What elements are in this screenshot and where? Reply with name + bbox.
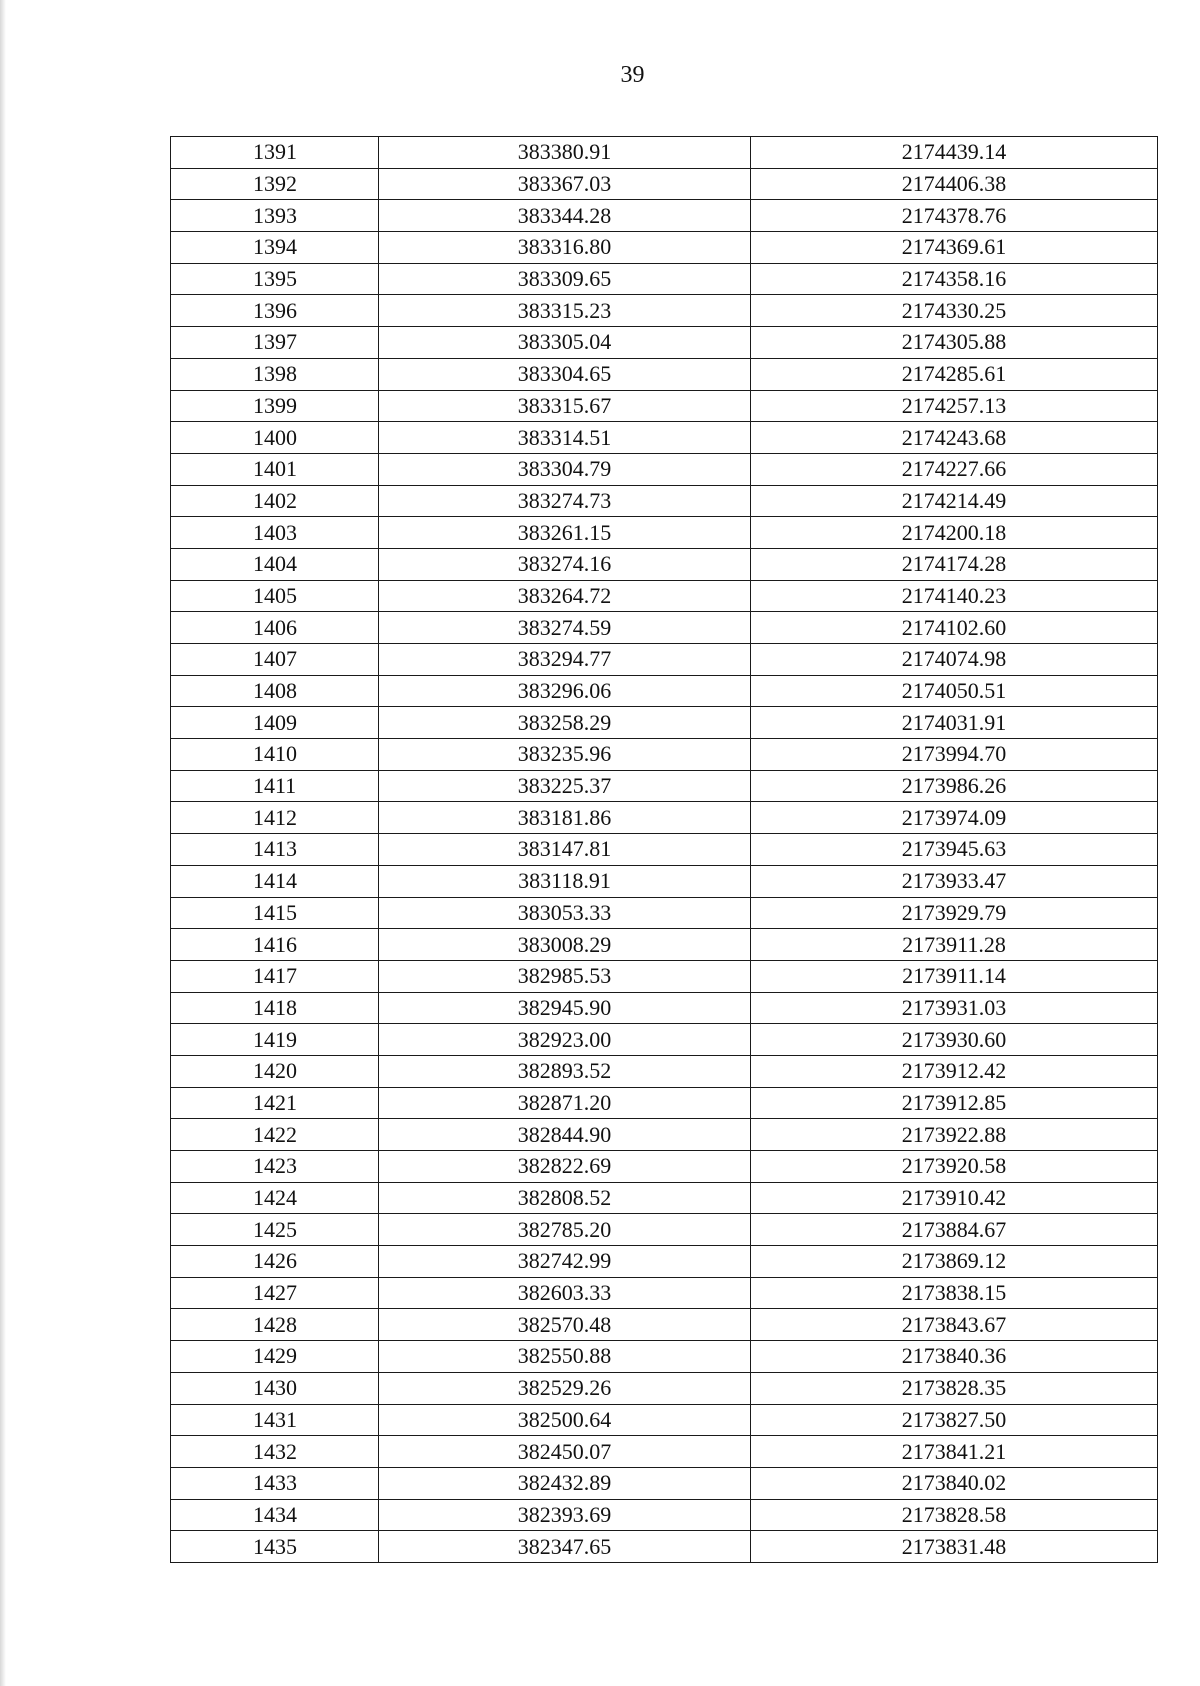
point-number-cell: 1413	[171, 834, 379, 866]
y-coordinate-cell: 2173929.79	[751, 897, 1158, 929]
x-coordinate-cell: 382985.53	[379, 960, 751, 992]
x-coordinate-cell: 383315.67	[379, 390, 751, 422]
table-row	[171, 612, 1158, 644]
y-coordinate-cell: 2173840.36	[751, 1341, 1158, 1373]
point-number-cell: 1433	[171, 1467, 379, 1499]
y-coordinate-cell: 2174406.38	[751, 168, 1158, 200]
table-row	[171, 422, 1158, 454]
point-number-cell: 1430	[171, 1372, 379, 1404]
x-coordinate-cell: 383053.33	[379, 897, 751, 929]
y-coordinate-cell: 2173841.21	[751, 1436, 1158, 1468]
table-row	[171, 644, 1158, 676]
x-coordinate-cell: 383294.77	[379, 644, 751, 676]
coordinates-table	[170, 136, 1158, 1563]
point-number-cell: 1404	[171, 548, 379, 580]
point-number-cell: 1398	[171, 358, 379, 390]
point-number-cell: 1414	[171, 865, 379, 897]
x-coordinate-cell: 383274.73	[379, 485, 751, 517]
point-number-cell: 1409	[171, 707, 379, 739]
point-number-cell: 1425	[171, 1214, 379, 1246]
table-row	[171, 548, 1158, 580]
table-row	[171, 1246, 1158, 1278]
y-coordinate-cell: 2173930.60	[751, 1024, 1158, 1056]
y-coordinate-cell: 2173827.50	[751, 1404, 1158, 1436]
x-coordinate-cell: 383008.29	[379, 929, 751, 961]
x-coordinate-cell: 382808.52	[379, 1182, 751, 1214]
point-number-cell: 1406	[171, 612, 379, 644]
point-number-cell: 1434	[171, 1499, 379, 1531]
table-row	[171, 485, 1158, 517]
point-number-cell: 1423	[171, 1151, 379, 1183]
x-coordinate-cell: 383274.59	[379, 612, 751, 644]
y-coordinate-cell: 2174243.68	[751, 422, 1158, 454]
point-number-cell: 1393	[171, 200, 379, 232]
table-row	[171, 1404, 1158, 1436]
y-coordinate-cell: 2174358.16	[751, 263, 1158, 295]
table-row	[171, 1151, 1158, 1183]
x-coordinate-cell: 383309.65	[379, 263, 751, 295]
y-coordinate-cell: 2174031.91	[751, 707, 1158, 739]
table-row	[171, 263, 1158, 295]
point-number-cell: 1429	[171, 1341, 379, 1373]
y-coordinate-cell: 2173933.47	[751, 865, 1158, 897]
y-coordinate-cell: 2174140.23	[751, 580, 1158, 612]
table-body	[171, 137, 1158, 1563]
point-number-cell: 1407	[171, 644, 379, 676]
x-coordinate-cell: 382500.64	[379, 1404, 751, 1436]
point-number-cell: 1412	[171, 802, 379, 834]
table-row	[171, 834, 1158, 866]
y-coordinate-cell: 2174200.18	[751, 517, 1158, 549]
point-number-cell: 1391	[171, 137, 379, 169]
point-number-cell: 1420	[171, 1055, 379, 1087]
table-row	[171, 1055, 1158, 1087]
table-row	[171, 992, 1158, 1024]
y-coordinate-cell: 2174439.14	[751, 137, 1158, 169]
table-row	[171, 960, 1158, 992]
point-number-cell: 1417	[171, 960, 379, 992]
x-coordinate-cell: 382529.26	[379, 1372, 751, 1404]
x-coordinate-cell: 383314.51	[379, 422, 751, 454]
y-coordinate-cell: 2173843.67	[751, 1309, 1158, 1341]
table-row	[171, 802, 1158, 834]
table-row	[171, 137, 1158, 169]
x-coordinate-cell: 382603.33	[379, 1277, 751, 1309]
x-coordinate-cell: 383118.91	[379, 865, 751, 897]
y-coordinate-cell: 2173910.42	[751, 1182, 1158, 1214]
table-row	[171, 707, 1158, 739]
y-coordinate-cell: 2174330.25	[751, 295, 1158, 327]
x-coordinate-cell: 383305.04	[379, 327, 751, 359]
x-coordinate-cell: 382393.69	[379, 1499, 751, 1531]
point-number-cell: 1410	[171, 739, 379, 771]
x-coordinate-cell: 383258.29	[379, 707, 751, 739]
table-row	[171, 232, 1158, 264]
point-number-cell: 1428	[171, 1309, 379, 1341]
y-coordinate-cell: 2174378.76	[751, 200, 1158, 232]
table-row	[171, 1119, 1158, 1151]
y-coordinate-cell: 2173986.26	[751, 770, 1158, 802]
x-coordinate-cell: 382550.88	[379, 1341, 751, 1373]
point-number-cell: 1424	[171, 1182, 379, 1214]
y-coordinate-cell: 2174050.51	[751, 675, 1158, 707]
table-row	[171, 1182, 1158, 1214]
x-coordinate-cell: 382432.89	[379, 1467, 751, 1499]
x-coordinate-cell: 382822.69	[379, 1151, 751, 1183]
table-row	[171, 897, 1158, 929]
table-row	[171, 517, 1158, 549]
table-row	[171, 390, 1158, 422]
point-number-cell: 1395	[171, 263, 379, 295]
point-number-cell: 1408	[171, 675, 379, 707]
y-coordinate-cell: 2173828.35	[751, 1372, 1158, 1404]
x-coordinate-cell: 383344.28	[379, 200, 751, 232]
point-number-cell: 1422	[171, 1119, 379, 1151]
point-number-cell: 1396	[171, 295, 379, 327]
x-coordinate-cell: 382893.52	[379, 1055, 751, 1087]
point-number-cell: 1415	[171, 897, 379, 929]
point-number-cell: 1392	[171, 168, 379, 200]
y-coordinate-cell: 2174174.28	[751, 548, 1158, 580]
y-coordinate-cell: 2173838.15	[751, 1277, 1158, 1309]
x-coordinate-cell: 383274.16	[379, 548, 751, 580]
y-coordinate-cell: 2173911.14	[751, 960, 1158, 992]
x-coordinate-cell: 383315.23	[379, 295, 751, 327]
y-coordinate-cell: 2173911.28	[751, 929, 1158, 961]
point-number-cell: 1399	[171, 390, 379, 422]
y-coordinate-cell: 2174102.60	[751, 612, 1158, 644]
x-coordinate-cell: 382450.07	[379, 1436, 751, 1468]
y-coordinate-cell: 2174285.61	[751, 358, 1158, 390]
table-row	[171, 1214, 1158, 1246]
table-row	[171, 675, 1158, 707]
point-number-cell: 1411	[171, 770, 379, 802]
point-number-cell: 1426	[171, 1246, 379, 1278]
point-number-cell: 1427	[171, 1277, 379, 1309]
x-coordinate-cell: 383225.37	[379, 770, 751, 802]
page-number: 39	[620, 62, 645, 88]
table-row	[171, 1024, 1158, 1056]
y-coordinate-cell: 2174074.98	[751, 644, 1158, 676]
x-coordinate-cell: 383304.79	[379, 453, 751, 485]
point-number-cell: 1416	[171, 929, 379, 961]
point-number-cell: 1431	[171, 1404, 379, 1436]
table-row	[171, 358, 1158, 390]
x-coordinate-cell: 383264.72	[379, 580, 751, 612]
y-coordinate-cell: 2173912.85	[751, 1087, 1158, 1119]
point-number-cell: 1421	[171, 1087, 379, 1119]
y-coordinate-cell: 2173831.48	[751, 1531, 1158, 1563]
point-number-cell: 1435	[171, 1531, 379, 1563]
table-row	[171, 200, 1158, 232]
y-coordinate-cell: 2173994.70	[751, 739, 1158, 771]
table-row	[171, 1467, 1158, 1499]
y-coordinate-cell: 2173840.02	[751, 1467, 1158, 1499]
y-coordinate-cell: 2173828.58	[751, 1499, 1158, 1531]
point-number-cell: 1403	[171, 517, 379, 549]
table-row	[171, 327, 1158, 359]
point-number-cell: 1402	[171, 485, 379, 517]
table-row	[171, 929, 1158, 961]
point-number-cell: 1397	[171, 327, 379, 359]
table-row	[171, 739, 1158, 771]
x-coordinate-cell: 383380.91	[379, 137, 751, 169]
table-row	[171, 295, 1158, 327]
y-coordinate-cell: 2174214.49	[751, 485, 1158, 517]
y-coordinate-cell: 2173869.12	[751, 1246, 1158, 1278]
y-coordinate-cell: 2174257.13	[751, 390, 1158, 422]
y-coordinate-cell: 2174369.61	[751, 232, 1158, 264]
y-coordinate-cell: 2173920.58	[751, 1151, 1158, 1183]
x-coordinate-cell: 382844.90	[379, 1119, 751, 1151]
point-number-cell: 1400	[171, 422, 379, 454]
point-number-cell: 1401	[171, 453, 379, 485]
table-row	[171, 1436, 1158, 1468]
point-number-cell: 1432	[171, 1436, 379, 1468]
table-row	[171, 1277, 1158, 1309]
table-row	[171, 865, 1158, 897]
x-coordinate-cell: 382785.20	[379, 1214, 751, 1246]
x-coordinate-cell: 383181.86	[379, 802, 751, 834]
table-row	[171, 580, 1158, 612]
x-coordinate-cell: 382742.99	[379, 1246, 751, 1278]
table-row	[171, 1499, 1158, 1531]
table-row	[171, 770, 1158, 802]
y-coordinate-cell: 2174305.88	[751, 327, 1158, 359]
point-number-cell: 1418	[171, 992, 379, 1024]
table-row	[171, 1309, 1158, 1341]
x-coordinate-cell: 383316.80	[379, 232, 751, 264]
table-row	[171, 1372, 1158, 1404]
table-row	[171, 1087, 1158, 1119]
x-coordinate-cell: 383261.15	[379, 517, 751, 549]
y-coordinate-cell: 2173922.88	[751, 1119, 1158, 1151]
x-coordinate-cell: 382945.90	[379, 992, 751, 1024]
x-coordinate-cell: 383296.06	[379, 675, 751, 707]
y-coordinate-cell: 2174227.66	[751, 453, 1158, 485]
x-coordinate-cell: 382347.65	[379, 1531, 751, 1563]
y-coordinate-cell: 2173931.03	[751, 992, 1158, 1024]
table-row	[171, 1341, 1158, 1373]
x-coordinate-cell: 383235.96	[379, 739, 751, 771]
x-coordinate-cell: 383304.65	[379, 358, 751, 390]
point-number-cell: 1419	[171, 1024, 379, 1056]
table-row	[171, 168, 1158, 200]
y-coordinate-cell: 2173974.09	[751, 802, 1158, 834]
x-coordinate-cell: 382871.20	[379, 1087, 751, 1119]
x-coordinate-cell: 383147.81	[379, 834, 751, 866]
scan-edge	[0, 0, 6, 1686]
point-number-cell: 1405	[171, 580, 379, 612]
y-coordinate-cell: 2173912.42	[751, 1055, 1158, 1087]
x-coordinate-cell: 383367.03	[379, 168, 751, 200]
table-row	[171, 453, 1158, 485]
x-coordinate-cell: 382923.00	[379, 1024, 751, 1056]
x-coordinate-cell: 382570.48	[379, 1309, 751, 1341]
y-coordinate-cell: 2173945.63	[751, 834, 1158, 866]
table-row	[171, 1531, 1158, 1563]
point-number-cell: 1394	[171, 232, 379, 264]
y-coordinate-cell: 2173884.67	[751, 1214, 1158, 1246]
